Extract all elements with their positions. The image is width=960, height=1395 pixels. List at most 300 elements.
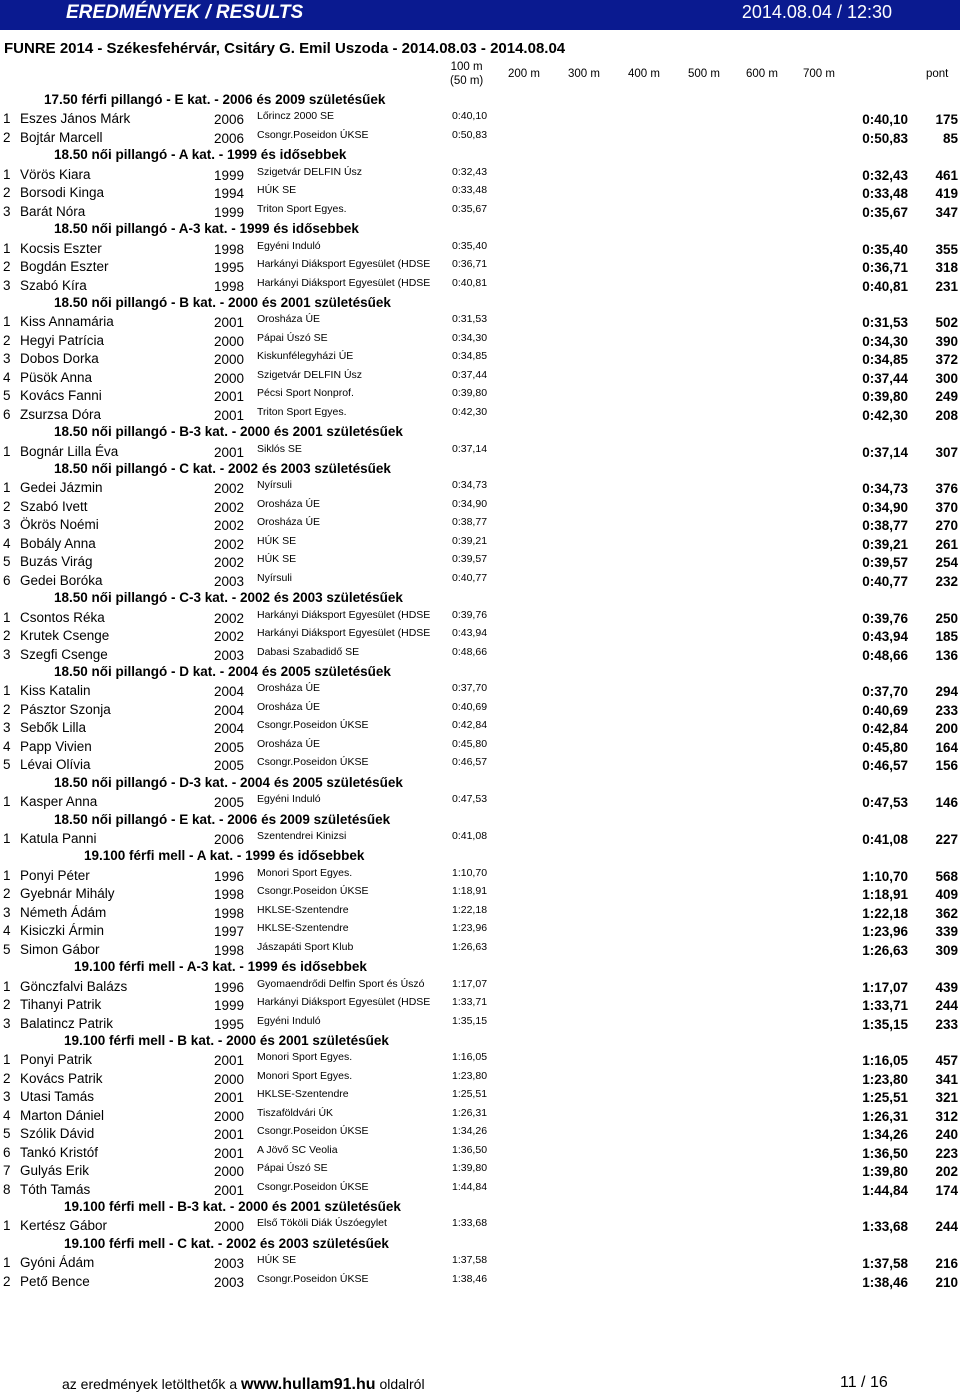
- club-name: Kiskunfélegyházi ÚE: [257, 350, 354, 363]
- split-time: 1:33,71: [452, 996, 488, 1009]
- swimmer-name: Csontos Réka: [20, 609, 105, 625]
- points: 233: [935, 1016, 958, 1032]
- event-title: 18.50 női pillangó - E kat. - 2006 és 2009 születésűek: [54, 811, 391, 827]
- points: 300: [935, 370, 958, 386]
- place: 1: [3, 240, 11, 256]
- split-time: 0:46,57: [452, 756, 488, 769]
- points: 185: [935, 629, 958, 645]
- event-title: 18.50 női pillangó - A kat. - 1999 és idősebbek: [54, 147, 347, 163]
- place: 3: [3, 517, 11, 533]
- final-time: 0:37,44: [862, 370, 908, 386]
- split-time: 0:34,85: [452, 350, 488, 363]
- final-time: 0:46,57: [862, 758, 908, 774]
- place: 2: [3, 701, 11, 717]
- final-time: 0:41,08: [862, 832, 908, 847]
- club-name: Csongr.Poseidon ÚKSE: [257, 885, 369, 898]
- birth-year: 2005: [214, 795, 245, 811]
- split-time: 0:37,44: [452, 368, 488, 381]
- result-row: [0, 738, 960, 756]
- club-name: HÚK SE: [257, 184, 297, 197]
- final-time: 0:43,94: [862, 629, 908, 645]
- column-points: pont: [926, 68, 949, 80]
- swimmer-name: Pásztor Szonja: [20, 701, 111, 717]
- final-time: 0:37,70: [862, 684, 908, 700]
- points: 502: [935, 315, 958, 331]
- split-time: 1:26,31: [452, 1106, 488, 1119]
- swimmer-name: Balatincz Patrik: [20, 1015, 114, 1031]
- swimmer-name: Sebők Lilla: [20, 720, 87, 736]
- result-row: [0, 941, 960, 959]
- column-200m: 200 m: [508, 68, 540, 80]
- footer-site-link[interactable]: www.hullam91.hu: [241, 1376, 376, 1393]
- result-row: [0, 756, 960, 774]
- split-time: 0:39,57: [452, 553, 488, 566]
- points: 376: [935, 481, 958, 497]
- birth-year: 1995: [214, 1016, 245, 1032]
- points: 409: [935, 887, 958, 903]
- place: 3: [3, 277, 11, 293]
- result-row: [0, 277, 960, 295]
- result-row: [0, 516, 960, 534]
- place: 2: [3, 997, 11, 1013]
- result-row: [0, 535, 960, 553]
- place: 1: [3, 1218, 11, 1234]
- place: 5: [3, 941, 11, 957]
- result-row: [0, 1070, 960, 1088]
- birth-year: 1996: [214, 868, 245, 884]
- points: 419: [935, 186, 958, 202]
- swimmer-name: Bobály Anna: [20, 535, 96, 551]
- final-time: 0:47,53: [862, 795, 908, 811]
- club-name: Gyomaendrődi Delfin Sport és Úszó: [257, 977, 425, 990]
- final-time: 1:22,18: [862, 905, 908, 921]
- split-time: 1:33,68: [452, 1217, 488, 1230]
- swimmer-name: Hegyi Patrícia: [20, 332, 105, 348]
- place: 5: [3, 1126, 11, 1142]
- final-time: 0:39,76: [862, 610, 908, 626]
- final-time: 0:40,69: [862, 702, 908, 718]
- place: 3: [3, 203, 11, 219]
- swimmer-name: Lévai Olívia: [20, 757, 91, 773]
- points: 216: [935, 1256, 958, 1272]
- swimmer-name: Bognár Lilla Éva: [20, 443, 119, 459]
- final-time: 1:17,07: [862, 979, 908, 995]
- place: 5: [3, 388, 11, 404]
- event-header: [0, 92, 960, 110]
- club-name: HKLSE-Szentendre: [257, 903, 349, 916]
- final-time: 0:42,84: [862, 721, 908, 737]
- split-time: 1:10,70: [452, 866, 488, 879]
- birth-year: 1999: [214, 998, 245, 1014]
- birth-year: 1999: [214, 167, 245, 183]
- result-row: [0, 867, 960, 885]
- swimmer-name: Ökrös Noémi: [20, 517, 99, 533]
- points: 240: [935, 1127, 958, 1143]
- place: 1: [3, 111, 11, 127]
- swimmer-name: Kasper Anna: [20, 794, 98, 810]
- swimmer-name: Papp Vivien: [20, 738, 92, 754]
- place: 1: [3, 314, 11, 330]
- swimmer-name: Kovács Patrik: [20, 1070, 103, 1086]
- final-time: 0:50,83: [862, 130, 908, 146]
- event-header: [0, 1033, 960, 1051]
- result-row: [0, 885, 960, 903]
- club-name: Pápai Úszó SE: [257, 331, 328, 344]
- birth-year: 1998: [214, 905, 245, 921]
- points: 210: [935, 1274, 958, 1290]
- split-time: 0:39,80: [452, 387, 488, 400]
- event-title: 18.50 női pillangó - B kat. - 2000 és 2001 születésűek: [54, 294, 391, 310]
- club-name: Csongr.Poseidon ÚKSE: [257, 1272, 369, 1285]
- event-header: [0, 461, 960, 479]
- place: 1: [3, 609, 11, 625]
- split-time: 1:17,07: [452, 977, 488, 990]
- club-name: HÚK SE: [257, 1254, 297, 1267]
- birth-year: 2002: [214, 536, 245, 552]
- place: 1: [3, 480, 11, 496]
- result-row: [0, 1144, 960, 1162]
- birth-year: 2004: [214, 684, 245, 700]
- split-time: 1:35,15: [452, 1014, 488, 1027]
- column-500m: 500 m: [688, 68, 720, 80]
- final-time: 0:35,67: [862, 204, 908, 220]
- birth-year: 2000: [214, 1219, 245, 1235]
- swimmer-name: Kocsis Eszter: [20, 240, 102, 256]
- final-time: 1:38,46: [862, 1274, 908, 1290]
- club-name: Nyírsuli: [257, 571, 293, 584]
- final-time: 0:31,53: [862, 315, 908, 331]
- event-title: 19.100 férfi mell - C kat. - 2002 és 2003 születésűek: [64, 1235, 389, 1251]
- club-name: Csongr.Poseidon ÚKSE: [257, 128, 369, 141]
- birth-year: 2001: [214, 1182, 245, 1198]
- points: 156: [935, 758, 958, 774]
- birth-year: 2002: [214, 555, 245, 571]
- split-time: 0:40,10: [452, 110, 488, 123]
- club-name: Siklós SE: [257, 442, 302, 455]
- final-time: 1:23,96: [862, 924, 908, 940]
- points: 461: [935, 167, 958, 183]
- club-name: Orosháza ÚE: [257, 497, 321, 510]
- split-time: 1:34,26: [452, 1125, 488, 1138]
- split-time: 0:45,80: [452, 737, 488, 750]
- split-time: 0:41,08: [452, 830, 488, 842]
- split-time: 0:40,69: [452, 700, 488, 713]
- place: 4: [3, 738, 11, 754]
- birth-year: 1998: [214, 887, 245, 903]
- event-header: [0, 848, 960, 866]
- place: 1: [3, 166, 11, 182]
- swimmer-name: Vörös Kiara: [20, 166, 91, 182]
- result-row: [0, 498, 960, 516]
- club-name: Triton Sport Egyes.: [257, 202, 347, 215]
- points: 370: [935, 499, 958, 515]
- swimmer-name: Bojtár Marcell: [20, 129, 103, 145]
- points: 208: [935, 407, 958, 423]
- final-time: 0:33,48: [862, 186, 908, 202]
- place: 5: [3, 757, 11, 773]
- points: 307: [935, 444, 958, 460]
- swimmer-name: Kovács Fanni: [20, 388, 102, 404]
- final-time: 0:39,21: [862, 536, 908, 552]
- swimmer-name: Tihanyi Patrik: [20, 997, 102, 1013]
- split-time: 0:39,76: [452, 608, 488, 621]
- birth-year: 2001: [214, 444, 245, 460]
- event-title: 19.100 férfi mell - B-3 kat. - 2000 és 2001 születésűek: [64, 1199, 401, 1214]
- result-row: [0, 719, 960, 737]
- result-row: [0, 1273, 960, 1291]
- club-name: Tiszaföldvári ÚK: [257, 1106, 334, 1119]
- result-row: [0, 1015, 960, 1033]
- split-time: 1:39,80: [452, 1162, 488, 1175]
- swimmer-name: Krutek Csenge: [20, 628, 110, 644]
- final-time: 1:10,70: [862, 868, 908, 884]
- birth-year: 2005: [214, 758, 245, 774]
- final-time: 0:40,77: [862, 573, 908, 589]
- split-time: 1:44,84: [452, 1180, 488, 1193]
- swimmer-name: Tóth Tamás: [20, 1181, 91, 1197]
- result-row: [0, 240, 960, 258]
- result-row: [0, 1088, 960, 1106]
- split-time: 0:37,14: [452, 442, 488, 455]
- event-title: 18.50 női pillangó - D-3 kat. - 2004 és 2005 születésűek: [54, 774, 403, 790]
- split-time: 0:38,77: [452, 516, 488, 529]
- result-row: [0, 1254, 960, 1272]
- club-name: Harkányi Diáksport Egyesület (HDSE: [257, 276, 431, 289]
- points: 231: [935, 278, 958, 294]
- club-name: Orosháza ÚE: [257, 700, 321, 713]
- points: 250: [935, 610, 958, 626]
- birth-year: 2000: [214, 1071, 245, 1087]
- event-title: 18.50 női pillangó - A-3 kat. - 1999 és idősebbek: [54, 221, 359, 237]
- points: 341: [935, 1071, 958, 1087]
- birth-year: 1995: [214, 260, 245, 276]
- birth-year: 2006: [214, 112, 245, 128]
- split-time: 1:16,05: [452, 1051, 488, 1064]
- swimmer-name: Tankó Kristóf: [20, 1144, 99, 1160]
- result-row: [0, 701, 960, 719]
- club-name: Szigetvár DELFIN Úsz: [257, 368, 363, 381]
- final-time: 0:34,73: [862, 481, 908, 497]
- points: 347: [935, 204, 958, 220]
- swimmer-name: Buzás Virág: [20, 554, 93, 570]
- birth-year: 2000: [214, 1164, 245, 1180]
- birth-year: 2003: [214, 1274, 245, 1290]
- club-name: Orosháza ÚE: [257, 313, 321, 326]
- event-header: [0, 295, 960, 313]
- final-time: 1:16,05: [862, 1053, 908, 1069]
- birth-year: 2000: [214, 1108, 245, 1124]
- place: 2: [3, 129, 11, 145]
- points: 174: [935, 1182, 958, 1198]
- place: 3: [3, 720, 11, 736]
- points: 146: [935, 795, 958, 811]
- points: 200: [935, 721, 958, 737]
- swimmer-name: Gyebnár Mihály: [20, 886, 115, 902]
- result-row: [0, 110, 960, 128]
- club-name: Lőrincz 2000 SE: [257, 110, 335, 123]
- result-row: [0, 443, 960, 461]
- place: 2: [3, 1070, 11, 1086]
- result-row: [0, 184, 960, 202]
- event-title: 17.50 férfi pillangó - E kat. - 2006 és 2009 születésűek: [44, 92, 386, 107]
- column-700m: 700 m: [803, 68, 835, 80]
- swimmer-name: Szabó Kíra: [20, 277, 87, 293]
- club-name: Pécsi Sport Nonprof.: [257, 387, 354, 400]
- club-name: Harkányi Diáksport Egyesület (HDSE: [257, 258, 431, 271]
- birth-year: 2002: [214, 518, 245, 534]
- place: 1: [3, 1052, 11, 1068]
- result-row: [0, 627, 960, 645]
- points: 202: [935, 1164, 958, 1180]
- final-time: 0:48,66: [862, 647, 908, 663]
- points: 233: [935, 702, 958, 718]
- birth-year: 1998: [214, 278, 245, 294]
- club-name: Monori Sport Egyes.: [257, 1051, 353, 1064]
- place: 3: [3, 904, 11, 920]
- swimmer-name: Szabó Ivett: [20, 498, 88, 514]
- points: 321: [935, 1090, 958, 1106]
- place: 6: [3, 406, 11, 422]
- points: 261: [935, 536, 958, 552]
- result-row: [0, 166, 960, 184]
- club-name: HÚK SE: [257, 553, 297, 566]
- split-time: 1:26,63: [452, 940, 488, 953]
- swimmer-name: Ponyi Péter: [20, 867, 90, 883]
- split-time: 1:22,18: [452, 903, 488, 916]
- club-name: Csongr.Poseidon ÚKSE: [257, 1180, 369, 1193]
- event-title: 18.50 női pillangó - C-3 kat. - 2002 és 2003 születésűek: [54, 590, 403, 606]
- final-time: 1:18,91: [862, 887, 908, 903]
- result-row: [0, 1162, 960, 1180]
- club-name: A Jövő SC Veolia: [257, 1143, 338, 1156]
- event-title: 18.50 női pillangó - D kat. - 2004 és 2005 születésűek: [54, 663, 391, 679]
- swimmer-name: Gyóni Ádám: [20, 1255, 95, 1271]
- event-header: [0, 147, 960, 165]
- final-time: 0:38,77: [862, 518, 908, 534]
- event-header: [0, 424, 960, 442]
- final-time: 1:44,84: [862, 1182, 908, 1198]
- birth-year: 2001: [214, 1053, 245, 1069]
- place: 1: [3, 978, 11, 994]
- swimmer-name: Gönczfalvi Balázs: [20, 978, 128, 994]
- swimmer-name: Kiss Katalin: [20, 683, 91, 699]
- birth-year: 2001: [214, 389, 245, 405]
- event-title: 18.50 női pillangó - B-3 kat. - 2000 és 2001 születésűek: [54, 424, 403, 440]
- result-row: [0, 572, 960, 590]
- place: 2: [3, 498, 11, 514]
- column-600m: 600 m: [746, 68, 778, 80]
- final-time: 0:39,57: [862, 555, 908, 571]
- final-time: 0:32,43: [862, 167, 908, 183]
- club-name: Egyéni Induló: [257, 1014, 321, 1027]
- result-row: [0, 1181, 960, 1199]
- club-name: Pápai Úszó SE: [257, 1162, 328, 1175]
- swimmer-name: Szegfi Csenge: [20, 646, 108, 662]
- birth-year: 1996: [214, 979, 245, 995]
- club-name: Harkányi Diáksport Egyesület (HDSE: [257, 627, 431, 640]
- split-time: 0:39,21: [452, 534, 488, 547]
- final-time: 0:40,10: [862, 112, 908, 128]
- place: 1: [3, 831, 11, 846]
- result-row: [0, 793, 960, 811]
- result-row: [0, 1107, 960, 1125]
- birth-year: 2004: [214, 702, 245, 718]
- result-row: [0, 369, 960, 387]
- points: 339: [935, 924, 958, 940]
- final-time: 0:45,80: [862, 739, 908, 755]
- points: 294: [935, 684, 958, 700]
- final-time: 1:36,50: [862, 1145, 908, 1161]
- birth-year: 1998: [214, 942, 245, 958]
- place: 2: [3, 185, 11, 201]
- result-row: [0, 830, 960, 848]
- final-time: 0:37,14: [862, 444, 908, 460]
- meet-title: FUNRE 2014 - Székesfehérvár, Csitáry G. Emil Uszoda - 2014.08.03 - 2014.08.04: [4, 40, 566, 57]
- swimmer-name: Eszes János Márk: [20, 111, 131, 127]
- result-row: [0, 904, 960, 922]
- swimmer-name: Dobos Dorka: [20, 351, 99, 367]
- club-name: HÚK SE: [257, 534, 297, 547]
- birth-year: 2003: [214, 647, 245, 663]
- birth-year: 2001: [214, 315, 245, 331]
- column-300m: 300 m: [568, 68, 600, 80]
- club-name: Harkányi Diáksport Egyesület (HDSE: [257, 608, 431, 621]
- swimmer-name: Gulyás Erik: [20, 1163, 90, 1179]
- final-time: 1:23,80: [862, 1071, 908, 1087]
- split-time: 0:31,53: [452, 313, 488, 326]
- final-time: 1:39,80: [862, 1164, 908, 1180]
- split-time: 1:18,91: [452, 885, 488, 898]
- event-title: 19.100 férfi mell - A-3 kat. - 1999 és idősebbek: [74, 959, 367, 975]
- event-title: 19.100 férfi mell - A kat. - 1999 és idősebbek: [84, 848, 365, 864]
- result-row: [0, 479, 960, 497]
- final-time: 0:42,30: [862, 407, 908, 423]
- swimmer-name: Borsodi Kinga: [20, 185, 105, 201]
- birth-year: 2005: [214, 739, 245, 755]
- result-row: [0, 203, 960, 221]
- place: 4: [3, 1107, 11, 1123]
- club-name: Orosháza ÚE: [257, 737, 321, 750]
- split-time: 0:35,67: [452, 202, 488, 215]
- final-time: 1:33,68: [862, 1219, 908, 1235]
- birth-year: 2006: [214, 130, 245, 146]
- final-time: 0:34,90: [862, 499, 908, 515]
- place: 6: [3, 1144, 11, 1160]
- points: 85: [942, 130, 958, 146]
- points: 249: [935, 389, 958, 405]
- place: 3: [3, 1089, 11, 1105]
- birth-year: 2003: [214, 1256, 245, 1272]
- results-title: EREDMÉNYEK / RESULTS: [66, 2, 304, 23]
- club-name: Orosháza ÚE: [257, 516, 321, 529]
- split-time: 0:34,90: [452, 497, 488, 510]
- birth-year: 2001: [214, 1127, 245, 1143]
- final-time: 0:35,40: [862, 241, 908, 257]
- place: 6: [3, 572, 11, 588]
- points: 136: [935, 647, 958, 663]
- birth-year: 2000: [214, 352, 245, 368]
- club-name: Harkányi Diáksport Egyesület (HDSE: [257, 996, 431, 1009]
- points: 164: [935, 739, 958, 755]
- place: 2: [3, 886, 11, 902]
- place: 1: [3, 1255, 11, 1271]
- place: 4: [3, 369, 11, 385]
- points: 175: [935, 112, 958, 128]
- place: 4: [3, 923, 11, 939]
- club-name: Csongr.Poseidon ÚKSE: [257, 719, 369, 732]
- birth-year: 1998: [214, 241, 245, 257]
- club-name: Orosháza ÚE: [257, 682, 321, 695]
